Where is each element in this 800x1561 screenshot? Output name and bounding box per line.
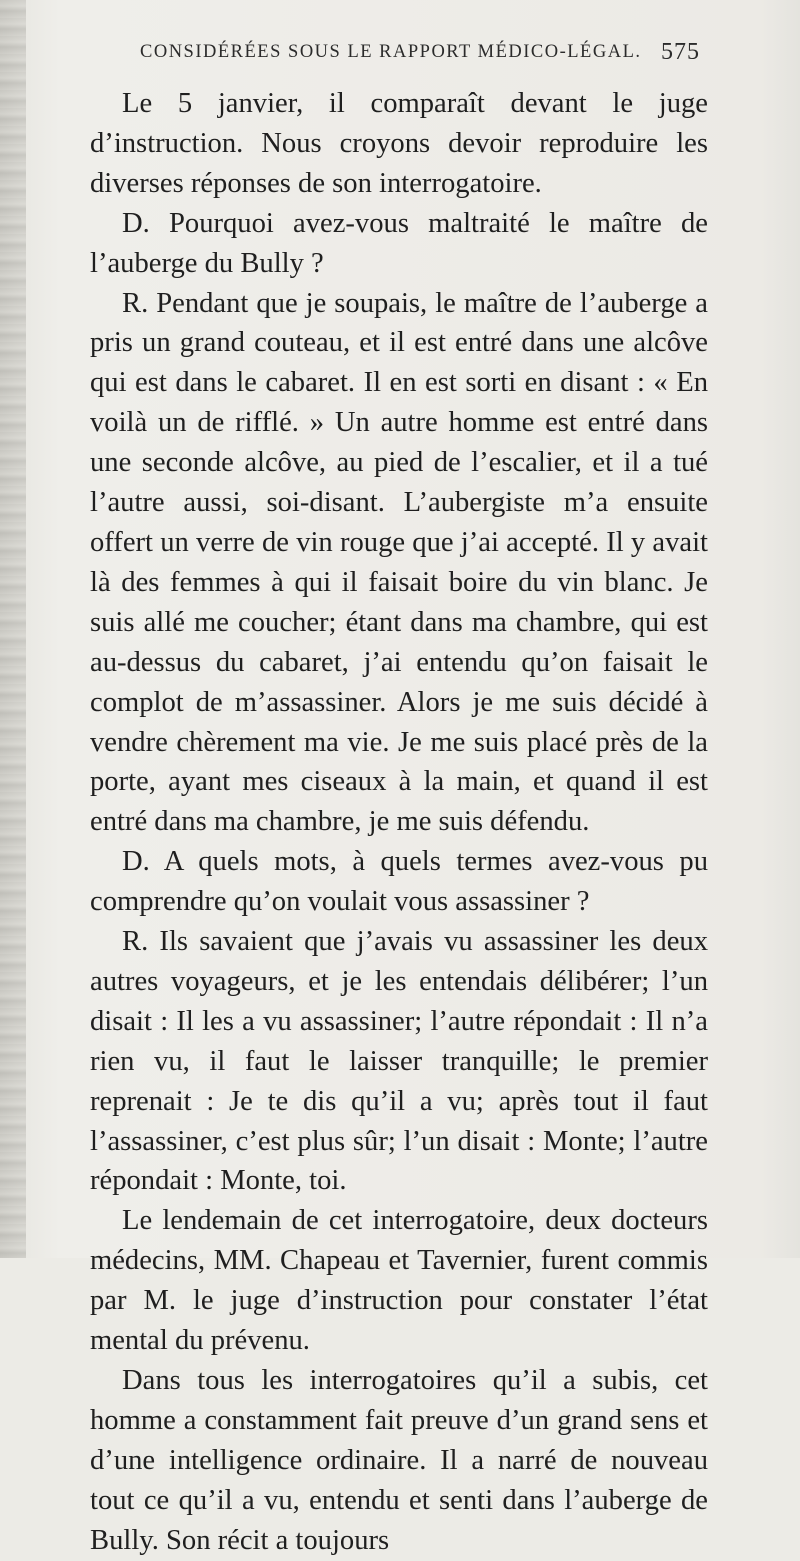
paragraph: D. Pourquoi avez-vous maltraité le maître de l’auberge du Bully ? <box>90 207 708 279</box>
paragraph: Le 5 janvier, il comparaît devant le juge d’instruction. Nous croyons devoir reproduire les diverses réponses de son interrogatoire. <box>90 88 708 199</box>
running-title: CONSIDÉRÉES SOUS LE RAPPORT MÉDICO-LÉGAL. <box>140 42 642 62</box>
page-number: 575 <box>661 39 700 65</box>
paragraph: R. Pendant que je soupais, le maître de l’auberge a pris un grand couteau, et il est entré dans une alcôve qui est dans le cabaret. Il en est sorti en disant : « En voilà un de rifflé. » Un autre homme est entré dans une seconde alcôve, au pied de l’escalier, et il a tué l’autre aussi, soi-disant. L’aubergiste m’a ensuite offert un verre de vin rouge que j’ai accepté. Il y avait là des femmes à qui il faisait boire du vin blanc. Je suis allé me coucher; étant dans ma chambre, qui est au-dessus du cabaret, j’ai entendu qu’on faisait le complot de m’assassiner. Alors je me suis décidé à vendre chèrement ma vie. Je me suis placé près de la porte, ayant mes ciseaux à la main, et quand il est entré dans ma chambre, je me suis défendu. <box>90 287 708 838</box>
paragraph: Le lendemain de cet interrogatoire, deux docteurs médecins, MM. Chapeau et Tavernier, furent commis par M. le juge d’instruction pour constater l’état mental du prévenu. <box>90 1205 708 1357</box>
body-text <box>90 84 708 1561</box>
paragraph: R. Ils savaient que j’avais vu assassiner les deux autres voyageurs, et je les entendais délibérer; l’un disait : Il les a vu assassiner; l’autre répondait : Il n’a rien vu, il faut le laisser tranquille; le premier reprenait : Je te dis qu’il a vu; après tout il faut l’assassiner, c’est plus sûr; l’un disait : Monte; l’autre répondait : Monte, toi. <box>90 926 708 1197</box>
binding-gutter <box>0 0 26 1258</box>
running-header <box>140 39 700 65</box>
paragraph: D. A quels mots, à quels termes avez-vous pu comprendre qu’on voulait vous assassiner ? <box>90 846 708 918</box>
paragraph: Dans tous les interrogatoires qu’il a subis, cet homme a constamment fait preuve d’un grand sens et d’une intelligence ordinaire. Il a narré de nouveau tout ce qu’il a vu, entendu et senti dans l’auberge de Bully. Son récit a toujours <box>90 1365 708 1556</box>
